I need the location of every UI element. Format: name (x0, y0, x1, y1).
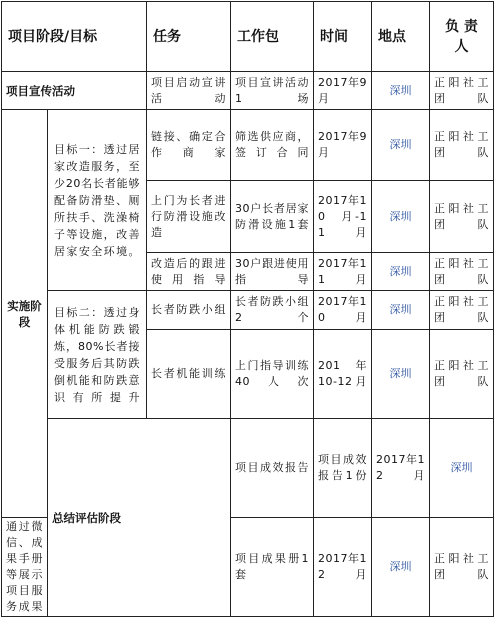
goal-two: 目标二：透过身体机能防跌锻炼，80%长者接受服务后其防跌倒机能和防跌意识有所提升 (48, 291, 147, 419)
row-task: 上门为长者进行防滑设施改造 (147, 181, 231, 253)
row-work-package: 筛选供应商，签订合同 (231, 110, 314, 181)
goal-one: 目标一：透过居家改造服务，至少20名长者能够配备防滑垫、厕所扶手、洗澡椅子等设施，改善居家安全环境。 (48, 110, 147, 291)
row-owner: 正阳社工团队 (430, 291, 494, 330)
row-owner: 正阳社工团队 (430, 72, 494, 110)
row-location: 深圳 (372, 253, 430, 291)
row-location: 深圳 (372, 110, 430, 181)
table-row (2, 72, 494, 110)
table-row (2, 110, 494, 181)
row-location: 深圳 (372, 291, 430, 330)
row-work-package: 30户长者居家防滑设施1套 (231, 181, 314, 253)
row-task: 通过微信、成果手册等展示项目服务成果 (2, 518, 48, 617)
row-work-package: 30户跟进使用指导 (231, 253, 314, 291)
row-task: 改造后的跟进使用指导 (147, 253, 231, 291)
row-task: 链接、确定合作商家 (147, 110, 231, 181)
row-work-package: 上门指导训练40人次 (231, 330, 314, 419)
header-row (2, 2, 494, 72)
header-work-package: 工作包 (231, 2, 314, 72)
table-row (2, 291, 494, 330)
row-location: 深圳 (430, 419, 494, 518)
row-owner: 正阳社工团队 (430, 181, 494, 253)
row-time: 2017年12月 (372, 419, 430, 518)
row-owner: 正阳社工团队 (430, 330, 494, 419)
row-work-package: 长者防跌小组2个 (231, 291, 314, 330)
row-time: 2017年9月 (314, 72, 372, 110)
header-task: 任务 (147, 2, 231, 72)
header-location: 地点 (372, 2, 430, 72)
row-time: 2017年12月 (314, 518, 372, 617)
row-location: 深圳 (372, 518, 430, 617)
row-owner: 正阳社工团队 (430, 110, 494, 181)
row-location: 深圳 (372, 330, 430, 419)
row-time: 2017年11月 (314, 253, 372, 291)
header-phase-goal: 项目阶段/目标 (2, 2, 147, 72)
section-evaluation: 总结评估阶段 (48, 419, 231, 617)
row-work-package: 项目成效报告1份 (314, 419, 372, 518)
row-location: 深圳 (372, 72, 430, 110)
table-row (2, 419, 494, 518)
section-implementation: 实施阶段 (2, 110, 48, 518)
row-time: 201 年10-12月 (314, 330, 372, 419)
header-owner: 负 责 人 (430, 2, 494, 72)
row-work-package: 项目宣讲活动1场 (231, 72, 314, 110)
row-task: 长者防跌小组 (147, 291, 231, 330)
row-owner: 正阳社工团队 (430, 518, 494, 617)
row-time: 2017年9月 (314, 110, 372, 181)
section-promotion: 项目宣传活动 (2, 72, 147, 110)
project-plan-table (1, 1, 494, 617)
row-task: 项目成效报告 (231, 419, 314, 518)
row-work-package: 项目成果册1套 (231, 518, 314, 617)
row-time: 2017年10月 (314, 291, 372, 330)
row-owner: 正阳社工团队 (430, 253, 494, 291)
row-task: 项目启动宣讲活动 (147, 72, 231, 110)
row-task: 长者机能训练 (147, 330, 231, 419)
row-time: 2017年10 月-11月 (314, 181, 372, 253)
header-time: 时间 (314, 2, 372, 72)
row-location: 深圳 (372, 181, 430, 253)
